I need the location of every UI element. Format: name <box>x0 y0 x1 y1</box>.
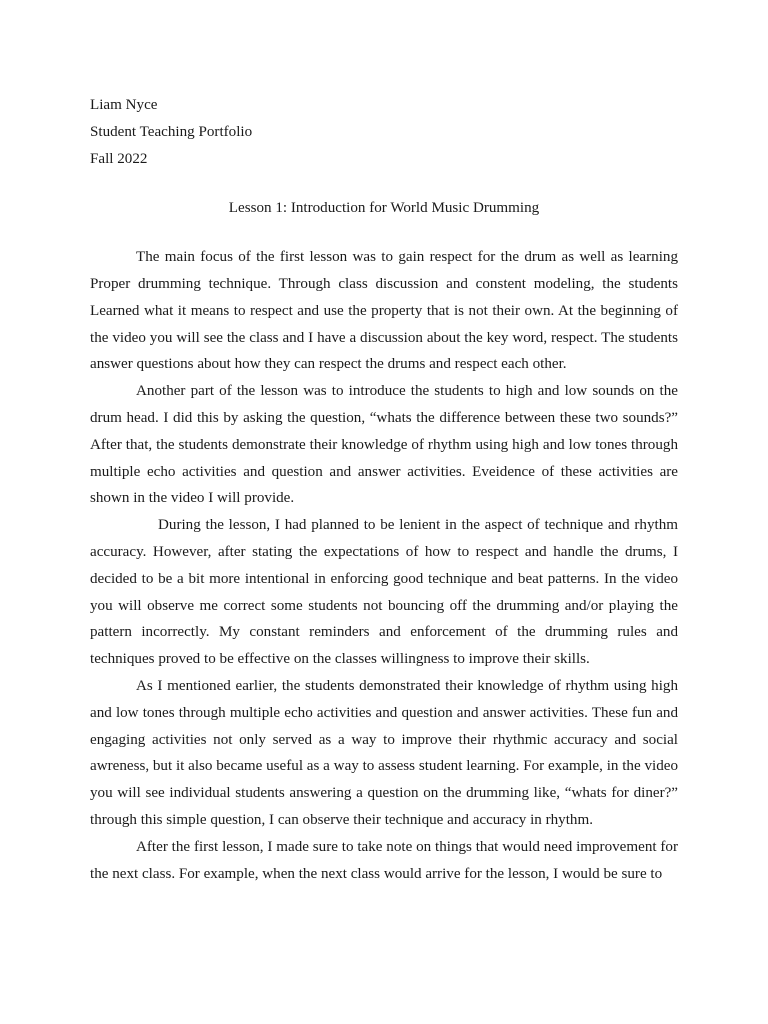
paragraph-5: After the first lesson, I made sure to take note on things that would need improvement for the next class. For example, when the next class would arrive for the lesson, I would be sure to <box>90 838 678 882</box>
paragraph-3: During the lesson, I had planned to be lenient in the aspect of technique and rhythm accuracy. However, after stating the expectations of how to respect and handle the drums, I decided to be a bit more intentional in enforcing good technique and beat patterns. In the video you will observe me correct some students not bouncing off the drumming and/or playing the pattern incorrectly. My constant reminders and enforcement of the drumming rules and techniques proved to be effective on the classes willingness to improve their skills. <box>90 517 678 668</box>
document-type: Student Teaching Portfolio <box>90 123 253 140</box>
term: Fall 2022 <box>90 150 148 167</box>
document-body <box>90 92 678 887</box>
paragraph-2: Another part of the lesson was to introduce the students to high and low sounds on the drum head. I did this by asking the question, “whats the difference between these two sounds?” After that, the students demonstrate their knowledge of rhythm using high and low tones through multiple echo activities and question and answer activities. Eveidence of these activities are shown in the video I will provide. <box>90 383 678 507</box>
paragraph-1: The main focus of the first lesson was to gain respect for the drum as well as learning Proper drumming technique. Through class discussion and constent modeling, the students Learned what it means to respect and use the property that is not their own. At the beginning of the video you will see the class and I have a discussion about the key word, respect. The students answer questions about how they can respect the drums and respect each other. <box>90 249 678 373</box>
lesson-title: Lesson 1: Introduction for World Music Drumming <box>228 200 540 217</box>
author-name: Liam Nyce <box>90 97 158 113</box>
paragraph-4: As I mentioned earlier, the students demonstrated their knowledge of rhythm using high and low tones through multiple echo activities and question and answer activities. These fun and engaging activities not only served as a way to improve their rhythmic accuracy and social awreness, but it also became useful as a way to assess student learning. For example, in the video you will see individual students answering a question on the drumming like, “whats for diner?” through this simple question, I can observe their technique and accuracy in rhythm. <box>90 677 678 828</box>
